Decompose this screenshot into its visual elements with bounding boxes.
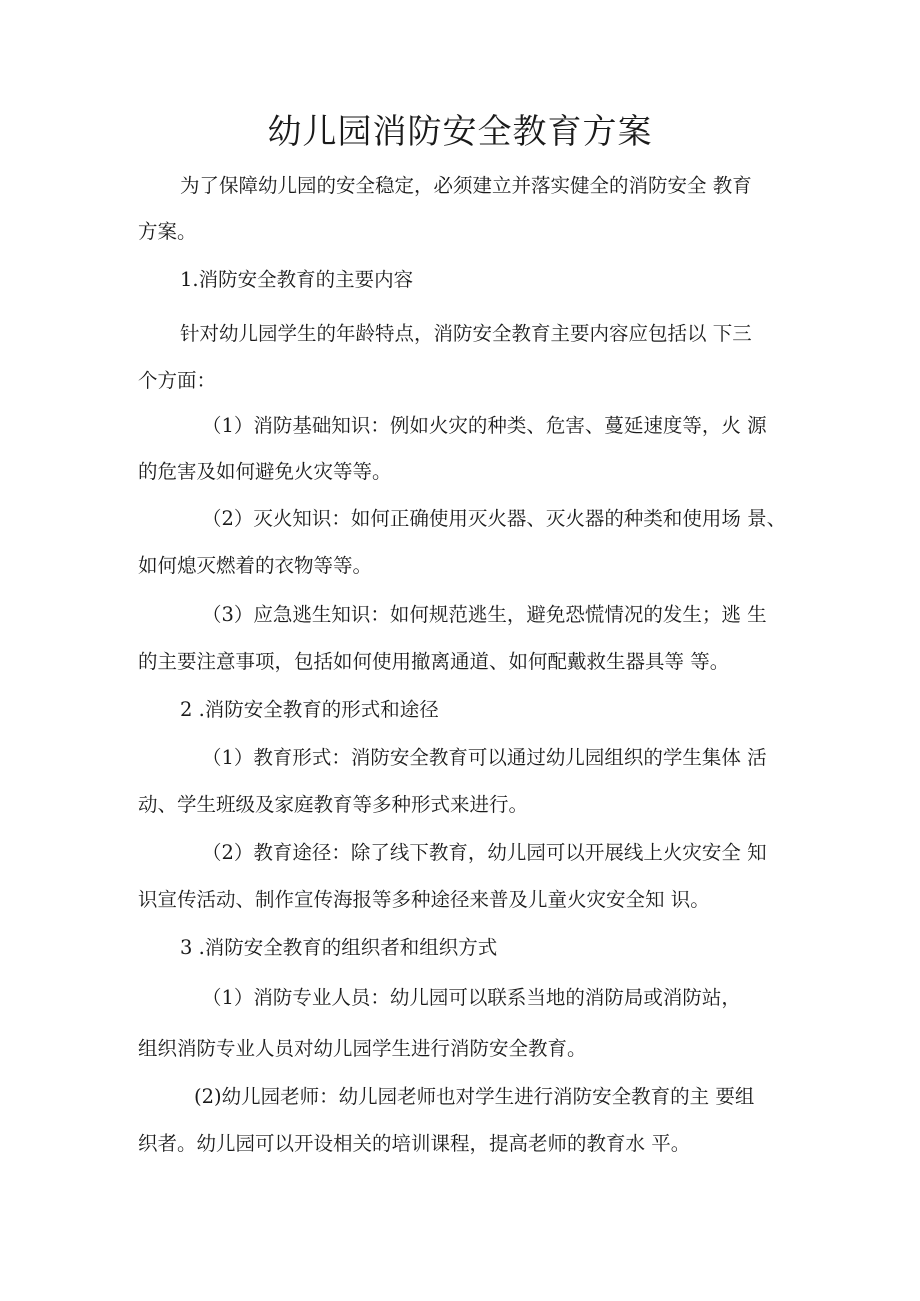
paragraph-line: 方案。 [138, 220, 197, 243]
paragraph-line: 的主要注意事项，包括如何使用撤离通道、如何配戴救生器具等 等。 [138, 650, 730, 673]
paragraph-line: （1）消防基础知识：例如火灾的种类、危害、蔓延速度等，火 源 [202, 414, 767, 437]
paragraph-line: 组织消防专业人员对幼儿园学生进行消防安全教育。 [138, 1037, 587, 1060]
document-title: 幼儿园消防安全教育方案 [267, 112, 653, 152]
paragraph-line: 针对幼儿园学生的年龄特点，消防安全教育主要内容应包括以 下三 [180, 322, 752, 345]
paragraph-line: （3）应急逃生知识：如何规范逃生，避免恐慌情况的发生；逃 生 [202, 603, 767, 626]
paragraph-line: 动、学生班级及家庭教育等多种形式来进行。 [138, 793, 529, 816]
paragraph-line: （1）消防专业人员：幼儿园可以联系当地的消防局或消防站， [202, 986, 741, 1009]
section-heading: 2 .消防安全教育的形式和途径 [180, 698, 439, 721]
paragraph-line: （1）教育形式：消防安全教育可以通过幼儿园组织的学生集体 活 [202, 746, 767, 769]
paragraph-line: （2）教育途径：除了线下教育，幼儿园可以开展线上火灾安全 知 [202, 841, 767, 864]
paragraph-line: 的危害及如何避免火灾等等。 [138, 460, 392, 483]
paragraph-line: 织者。幼儿园可以开设相关的培训课程，提高老师的教育水 平。 [138, 1132, 691, 1155]
paragraph-line: 个方面： [138, 369, 217, 392]
section-heading: 1.消防安全教育的主要内容 [180, 268, 414, 291]
paragraph-line: (2)幼儿园老师：幼儿园老师也对学生进行消防安全教育的主 要组 [194, 1085, 755, 1108]
paragraph-line: 为了保障幼儿园的安全稳定，必须建立并落实健全的消防安全 教育 [180, 174, 752, 197]
section-heading: 3 .消防安全教育的组织者和组织方式 [180, 936, 498, 959]
paragraph-line: （2）灭火知识：如何正确使用灭火器、灭火器的种类和使用场 景、 [202, 507, 787, 530]
paragraph-line: 识宣传活动、制作宣传海报等多种途径来普及儿童火灾安全知 识。 [138, 888, 710, 911]
paragraph-line: 如何熄灭燃着的衣物等等。 [138, 554, 373, 577]
